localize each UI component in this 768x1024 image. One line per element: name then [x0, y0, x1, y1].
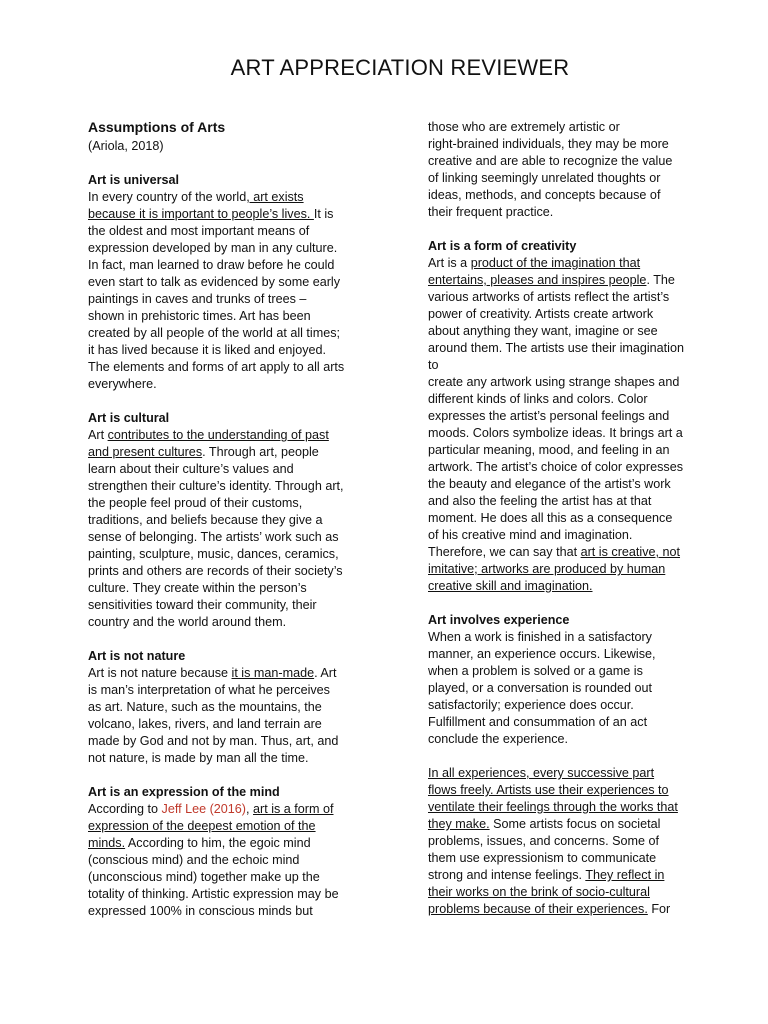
text-run: around them. The artists use their imagination	[428, 341, 684, 355]
text-line	[88, 223, 388, 240]
text-run: particular meaning, mood, and feeling in an	[428, 443, 670, 457]
text-run: Fulfillment and consummation of an act	[428, 715, 648, 729]
text-run: . The	[646, 273, 675, 287]
text-line	[428, 187, 728, 204]
text-line	[88, 682, 388, 699]
text-line	[88, 852, 388, 869]
text-line	[428, 306, 728, 323]
text-line	[88, 444, 388, 461]
text-run: Some artists focus on societal	[489, 817, 661, 831]
text-run: The elements and forms of art apply to all arts	[88, 360, 345, 374]
right-intro-paragraph	[428, 119, 728, 221]
text-line	[428, 646, 728, 663]
text-run: When a work is finished in a satisfactory	[428, 630, 652, 644]
underlined-text: product of the imagination that	[470, 256, 641, 270]
text-line	[88, 835, 388, 852]
document-title: ART APPRECIATION REVIEWER	[230, 55, 570, 80]
text-run: totality of thinking. Artistic expression may be	[88, 887, 339, 901]
text-line	[428, 884, 728, 901]
text-run: different kinds of links and colors. Color	[428, 392, 648, 406]
text-run: power of creativity. Artists create artwork	[428, 307, 654, 321]
text-run: According to	[88, 802, 162, 816]
text-line	[88, 291, 388, 308]
text-line	[88, 427, 388, 444]
text-line	[428, 663, 728, 680]
subsection-body	[428, 629, 728, 748]
text-run: (conscious mind) and the echoic mind	[88, 853, 300, 867]
text-line	[88, 206, 388, 223]
text-run: made by God and not by man. Thus, art, and	[88, 734, 339, 748]
underlined-text: minds.	[88, 836, 126, 850]
subsection-body	[88, 665, 388, 767]
underlined-text: their works on the brink of socio-cultural	[428, 885, 650, 899]
text-run: everywhere.	[88, 377, 157, 391]
text-line	[88, 495, 388, 512]
text-line	[428, 289, 728, 306]
text-line	[428, 425, 728, 442]
text-run: . Art	[314, 666, 337, 680]
text-line	[428, 272, 728, 289]
text-line	[428, 391, 728, 408]
text-run: Art is not nature because	[88, 666, 232, 680]
text-run: strengthen their culture’s identity. Through art,	[88, 479, 344, 493]
text-line	[88, 580, 388, 597]
text-line	[428, 833, 728, 850]
section-heading: Assumptions of Arts	[88, 119, 226, 135]
text-line	[88, 342, 388, 359]
text-line	[428, 731, 728, 748]
text-line	[428, 680, 728, 697]
text-run: them use expressionism to communicate	[428, 851, 657, 865]
text-line	[428, 119, 728, 136]
text-run: and also the feeling the artist has at that	[428, 494, 652, 508]
subsection-title: Art is a form of creativity	[428, 239, 577, 253]
left-column	[88, 119, 388, 920]
text-line	[88, 529, 388, 546]
text-run: culture. They create within the person’s	[88, 581, 307, 595]
text-run: It is	[313, 207, 334, 221]
text-line	[428, 578, 728, 595]
text-line	[428, 476, 728, 493]
subsection-title: Art is not nature	[88, 649, 186, 663]
text-line	[428, 153, 728, 170]
text-run: expresses the artist’s personal feelings and	[428, 409, 670, 423]
text-run: painting, sculpture, music, dances, ceramics,	[88, 547, 339, 561]
text-line	[428, 510, 728, 527]
text-run: sense of belonging. The artists’ work such as	[88, 530, 339, 544]
text-line	[428, 816, 728, 833]
text-run: traditions, and beliefs because they give a	[88, 513, 323, 527]
text-line	[88, 359, 388, 376]
text-line	[428, 850, 728, 867]
text-line	[428, 527, 728, 544]
text-run: about anything they want, imagine or see	[428, 324, 658, 338]
text-run: as art. Nature, such as the mountains, the	[88, 700, 322, 714]
underlined-text: and present cultures	[88, 445, 203, 459]
text-line	[88, 240, 388, 257]
text-line	[428, 697, 728, 714]
subsection-title: Art is cultural	[88, 411, 170, 425]
text-line	[428, 255, 728, 272]
citation-reference: Jeff Lee (2016)	[161, 802, 247, 816]
text-line	[88, 733, 388, 750]
text-line	[88, 818, 388, 835]
text-run: . Through art, people	[202, 445, 319, 459]
text-run: problems, issues, and concerns. Some of	[428, 834, 659, 848]
text-run: is man’s interpretation of what he perceives	[88, 683, 330, 697]
left-sections	[88, 155, 388, 920]
underlined-text: ventilate their feelings through the works that	[428, 800, 678, 814]
text-run: right-brained individuals, they may be more	[428, 137, 669, 151]
text-run: even start to talk as evidenced by some early	[88, 275, 341, 289]
text-run: expression developed by man in any culture.	[88, 241, 338, 255]
text-line	[428, 357, 728, 374]
text-run: For	[647, 902, 671, 916]
text-run: those who are extremely artistic or	[428, 120, 620, 134]
text-line	[428, 561, 728, 578]
text-run: expressed 100% in conscious minds but	[88, 904, 313, 918]
underlined-text: imitative; artworks are produced by human	[428, 562, 666, 576]
text-line	[428, 323, 728, 340]
text-run: Art	[88, 428, 108, 442]
text-run: it has lived because it is liked and enjoyed.	[88, 343, 327, 357]
underlined-text: entertains, pleases and inspires people	[428, 273, 647, 287]
underlined-text: art is creative, not	[580, 545, 681, 559]
text-run: (unconscious mind) together make up the	[88, 870, 320, 884]
text-run: sensitivities toward their community, their	[88, 598, 317, 612]
right-sections	[428, 221, 728, 748]
text-run: played, or a conversation is rounded out	[428, 681, 653, 695]
underlined-text: , art exists	[246, 190, 304, 204]
text-run: of linking seemingly unrelated thoughts or	[428, 171, 661, 185]
text-run: strong and intense feelings.	[428, 868, 586, 882]
text-line	[428, 493, 728, 510]
text-run: their frequent practice.	[428, 205, 554, 219]
subsection-title: Art is an expression of the mind	[88, 785, 280, 799]
text-run: In fact, man learned to draw before he could	[88, 258, 335, 272]
text-line	[428, 714, 728, 731]
text-line	[88, 461, 388, 478]
text-run: prints and others are records of their society’s	[88, 564, 343, 578]
text-run: when a problem is solved or a game is	[428, 664, 643, 678]
text-line	[428, 765, 728, 782]
right-column	[428, 119, 728, 918]
text-run: various artworks of artists reflect the artist’s	[428, 290, 670, 304]
subsection-body	[428, 255, 728, 595]
text-line	[88, 478, 388, 495]
text-run: create any artwork using strange shapes and	[428, 375, 680, 389]
text-run: artwork. The artist’s choice of color expresses	[428, 460, 684, 474]
text-line	[88, 189, 388, 206]
text-line	[428, 374, 728, 391]
subsection-title: Art is universal	[88, 173, 179, 187]
underlined-text: They reflect in	[585, 868, 665, 882]
underlined-text: art is a form of	[253, 802, 334, 816]
text-run: created by all people of the world at all times;	[88, 326, 341, 340]
text-line	[88, 257, 388, 274]
text-line	[88, 546, 388, 563]
text-line	[88, 325, 388, 342]
subsection-body	[88, 801, 388, 920]
text-run: not nature, is made by man all the time.	[88, 751, 309, 765]
text-run: shown in prehistoric times. Art has been	[88, 309, 311, 323]
text-line	[88, 869, 388, 886]
text-line	[428, 867, 728, 884]
text-run: Art is a	[428, 256, 471, 270]
underlined-text: In all experiences, every successive part	[428, 766, 655, 780]
underlined-text: creative skill and imagination.	[428, 579, 593, 593]
text-line	[428, 340, 728, 357]
underlined-text: they make.	[428, 817, 490, 831]
text-run: creative and are able to recognize the value	[428, 154, 673, 168]
underlined-text: expression of the deepest emotion of the	[88, 819, 316, 833]
text-run: the people feel proud of their customs,	[88, 496, 303, 510]
text-line	[88, 376, 388, 393]
text-line	[88, 750, 388, 767]
text-run: ,	[246, 802, 254, 816]
text-line	[88, 563, 388, 580]
text-line	[88, 886, 388, 903]
text-line	[428, 408, 728, 425]
underlined-text: because it is important to people’s lives.	[88, 207, 314, 221]
text-run: of his creative mind and imagination.	[428, 528, 633, 542]
text-line	[88, 512, 388, 529]
text-line	[88, 716, 388, 733]
text-run: volcano, lakes, rivers, and land terrain are	[88, 717, 322, 731]
underlined-text: it is man-made	[231, 666, 315, 680]
text-line	[88, 801, 388, 818]
citation: (Ariola, 2018)	[88, 139, 164, 153]
text-line	[88, 274, 388, 291]
text-run: In every country of the world	[88, 190, 247, 204]
text-run: moment. He does all this as a consequence	[428, 511, 673, 525]
text-line	[88, 597, 388, 614]
underlined-text: problems because of their experiences.	[428, 902, 648, 916]
text-line	[428, 782, 728, 799]
text-run: According to him, the egoic mind	[125, 836, 311, 850]
underlined-text: flows freely. Artists use their experiences to	[428, 783, 669, 797]
text-line	[88, 903, 388, 920]
text-line	[428, 459, 728, 476]
text-line	[88, 614, 388, 631]
text-run: learn about their culture’s values and	[88, 462, 294, 476]
text-run: to	[428, 358, 439, 372]
text-run: ideas, methods, and concepts because of	[428, 188, 661, 202]
text-line	[428, 799, 728, 816]
text-run: moods. Colors symbolize ideas. It brings art a	[428, 426, 683, 440]
subsection-body	[88, 427, 388, 631]
text-run: country and the world around them.	[88, 615, 287, 629]
subsection-title: Art involves experience	[428, 613, 570, 627]
subsection-body	[88, 189, 388, 393]
text-line	[428, 544, 728, 561]
underlined-text: contributes to the understanding of past	[107, 428, 329, 442]
text-run: manner, an experience occurs. Likewise,	[428, 647, 656, 661]
text-line	[428, 170, 728, 187]
text-run: the beauty and elegance of the artist’s work	[428, 477, 671, 491]
text-run: paintings in caves and trunks of trees –	[88, 292, 307, 306]
text-line	[88, 665, 388, 682]
text-run: the oldest and most important means of	[88, 224, 310, 238]
text-line	[428, 442, 728, 459]
text-line	[88, 308, 388, 325]
text-line	[428, 901, 728, 918]
text-run: conclude the experience.	[428, 732, 569, 746]
text-line	[428, 629, 728, 646]
text-run: Therefore, we can say that	[428, 545, 581, 559]
text-line	[428, 204, 728, 221]
text-line	[428, 136, 728, 153]
right-closing-paragraph	[428, 765, 728, 918]
text-run: satisfactorily; experience does occur.	[428, 698, 634, 712]
text-line	[88, 699, 388, 716]
